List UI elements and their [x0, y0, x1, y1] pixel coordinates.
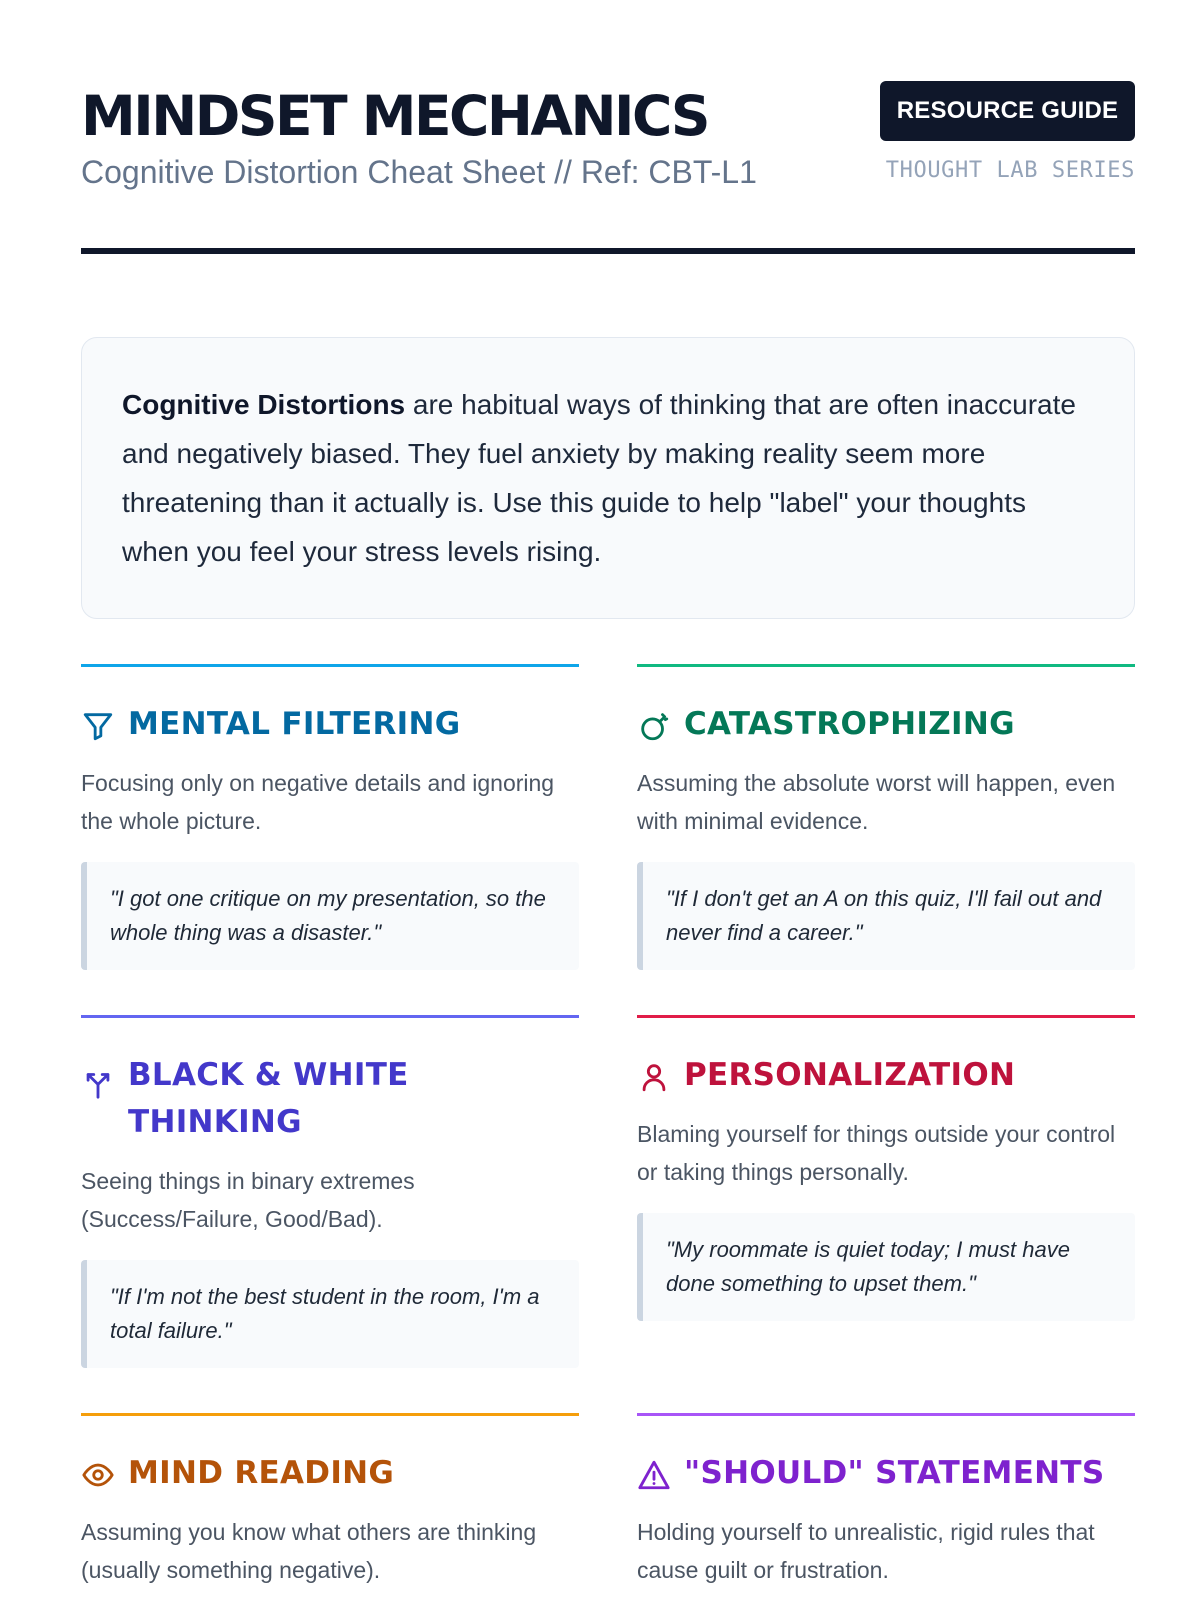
- user-icon: [637, 1060, 671, 1094]
- card-title: MIND READING: [128, 1455, 395, 1491]
- series-label: THOUGHT LAB SERIES: [885, 158, 1135, 183]
- card-title: BLACK & WHITE THINKING: [128, 1057, 409, 1140]
- split-icon: [81, 1066, 115, 1100]
- distortion-card-mind-reading: [81, 1413, 579, 1589]
- card-example: "I got one critique on my presentation, so the whole thing was a disaster.": [81, 862, 579, 970]
- card-title: "SHOULD" STATEMENTS: [684, 1455, 1105, 1491]
- card-title: PERSONALIZATION: [684, 1057, 1016, 1093]
- warning-icon: [637, 1458, 671, 1492]
- header-divider: [81, 248, 1135, 254]
- distortion-card-personalization: [637, 1015, 1135, 1321]
- intro-term: Cognitive Distortions: [122, 389, 406, 420]
- card-top-line: [81, 1015, 579, 1018]
- bomb-icon: [637, 709, 671, 743]
- distortion-card-catastrophizing: [637, 664, 1135, 970]
- header: [81, 0, 1135, 258]
- page-subtitle: Cognitive Distortion Cheat Sheet // Ref: CBT-L1: [81, 154, 757, 190]
- eye-icon: [81, 1458, 115, 1492]
- card-top-line: [637, 1015, 1135, 1018]
- page-title: MINDSET MECHANICS: [81, 84, 708, 148]
- card-description: Assuming the absolute worst will happen, even with minimal evidence.: [637, 770, 1116, 834]
- card-example: "If I don't get an A on this quiz, I'll fail out and never find a career.": [637, 862, 1135, 970]
- card-description: Focusing only on negative details and ignoring the whole picture.: [81, 770, 555, 834]
- resource-guide-badge: RESOURCE GUIDE: [880, 81, 1135, 141]
- card-description: Seeing things in binary extremes (Success/Failure, Good/Bad).: [81, 1168, 415, 1232]
- distortion-card-black-white-thinking: [81, 1015, 579, 1368]
- intro-text: are habitual ways of thinking that are often inaccurate and negatively biased. They fuel anxiety by making reality seem more threatening than it actually is. Use this guide to help "label" your thoughts when you feel your stress levels rising.: [122, 389, 1076, 567]
- card-top-line: [637, 664, 1135, 667]
- filter-icon: [81, 709, 115, 743]
- distortion-card-should-statements: [637, 1413, 1135, 1589]
- card-example: "My roommate is quiet today; I must have done something to upset them.": [637, 1213, 1135, 1321]
- card-example: "If I'm not the best student in the room, I'm a total failure.": [81, 1260, 579, 1368]
- card-top-line: [637, 1413, 1135, 1416]
- card-title: MENTAL FILTERING: [128, 706, 461, 742]
- card-top-line: [81, 1413, 579, 1416]
- card-description: Assuming you know what others are thinking (usually something negative).: [81, 1519, 537, 1583]
- cheat-sheet-page: [81, 0, 1135, 1583]
- card-description: Holding yourself to unrealistic, rigid rules that cause guilt or frustration.: [637, 1519, 1095, 1583]
- distortion-card-mental-filtering: [81, 664, 579, 970]
- card-title: CATASTROPHIZING: [684, 706, 1015, 742]
- card-top-line: [81, 664, 579, 667]
- card-description: Blaming yourself for things outside your control or taking things personally.: [637, 1121, 1116, 1185]
- intro-box: [81, 337, 1135, 619]
